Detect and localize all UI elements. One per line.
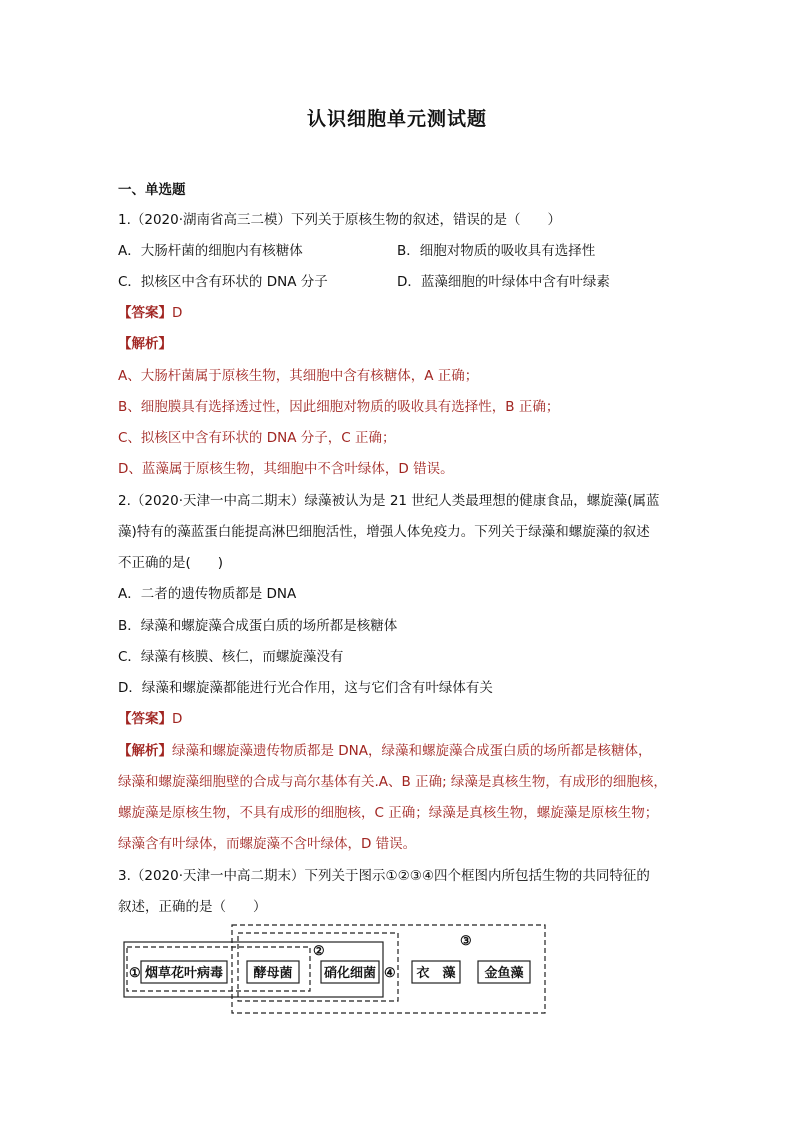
- q3-stem-line: 叙述，正确的是（ ）: [118, 899, 267, 915]
- box-label: ③: [460, 934, 472, 949]
- answer-label: 【答案】: [118, 711, 172, 727]
- q2-stem-line: 不正确的是( ): [118, 555, 224, 571]
- box-label: ①: [129, 966, 141, 981]
- q1-stem: 1.（2020·湖南省高三二模）下列关于原核生物的叙述，错误的是（ ）: [118, 212, 562, 228]
- answer-value: D: [172, 711, 183, 727]
- q1-analysis-line: B、细胞膜具有选择透过性，因此细胞对物质的吸收具有选择性，B 正确；: [118, 399, 560, 415]
- q2-stem-line: 藻)特有的藻蓝蛋白能提高淋巴细胞活性，增强人体免疫力。下列关于绿藻和螺旋藻的叙述: [118, 524, 650, 540]
- q1-analysis-line: C、拟核区中含有环状的 DNA 分子，C 正确；: [118, 430, 396, 446]
- q1-analysis-line: A、大肠杆菌属于原核生物，其细胞中含有核糖体，A 正确；: [118, 368, 479, 384]
- q1-option-b: B．细胞对物质的吸收具有选择性: [397, 243, 596, 259]
- organism-label: 金鱼藻: [484, 966, 524, 981]
- organism-label: 酵母菌: [253, 966, 293, 981]
- q2-option-c: C．绿藻有核膜、核仁，而螺旋藻没有: [118, 649, 344, 665]
- page-title: 认识细胞单元测试题: [306, 108, 487, 130]
- q1-option-c: C．拟核区中含有环状的 DNA 分子: [118, 274, 328, 290]
- organism-label: 硝化细菌: [323, 966, 377, 981]
- q2-analysis-line: 绿藻含有叶绿体，而螺旋藻不含叶绿体，D 错误。: [118, 836, 417, 852]
- q1-analysis-label: 【解析】: [118, 336, 172, 352]
- q1-analysis-line: D、蓝藻属于原核生物，其细胞中不含叶绿体，D 错误。: [118, 461, 454, 477]
- q2-analysis-line: 绿藻和螺旋藻细胞壁的合成与高尔基体有关.A、B 正确; 绿藻是真核生物，有成形的细胞核，: [118, 774, 667, 790]
- q2-option-d: D．绿藻和螺旋藻都能进行光合作用，这与它们含有叶绿体有关: [118, 680, 493, 696]
- section-heading: 一、单选题: [118, 182, 186, 198]
- answer-label: 【答案】: [118, 305, 172, 321]
- box-label: ②: [313, 944, 325, 959]
- q3-stem-line: 3.（2020·天津一中高二期末）下列关于图示①②③④四个框图内所包括生物的共同特征的: [118, 868, 650, 884]
- q1-option-d: D．蓝藻细胞的叶绿体中含有叶绿素: [397, 274, 610, 290]
- analysis-text: 绿藻和螺旋藻遗传物质都是 DNA，绿藻和螺旋藻合成蛋白质的场所都是核糖体，: [172, 743, 652, 759]
- organism-label: 衣 藻: [416, 966, 456, 981]
- box-label: ④: [384, 966, 396, 981]
- organism-label: 烟草花叶病毒: [144, 966, 224, 981]
- answer-value: D: [172, 305, 183, 321]
- analysis-label: 【解析】: [118, 743, 172, 759]
- q2-option-a: A．二者的遗传物质都是 DNA: [118, 586, 297, 602]
- q2-analysis-line: 螺旋藻是原核生物，不具有成形的细胞核，C 正确；绿藻是真核生物，螺旋藻是原核生物；: [118, 805, 659, 821]
- q2-option-b: B．绿藻和螺旋藻合成蛋白质的场所都是核糖体: [118, 618, 398, 634]
- q1-option-a: A．大肠杆菌的细胞内有核糖体: [118, 243, 303, 259]
- q2-stem-line: 2.（2020·天津一中高二期末）绿藻被认为是 21 世纪人类最理想的健康食品，螺旋藻(属蓝: [118, 493, 660, 509]
